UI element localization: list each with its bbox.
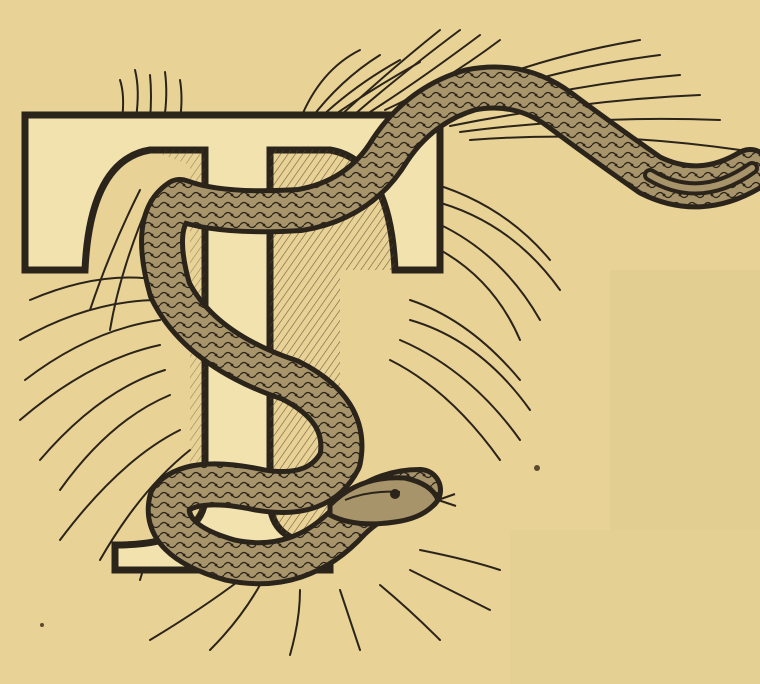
paper-patch-bottom [510,530,760,684]
ink-speck [534,465,540,471]
paper-patch-right [610,270,760,530]
ink-speck [40,623,44,627]
